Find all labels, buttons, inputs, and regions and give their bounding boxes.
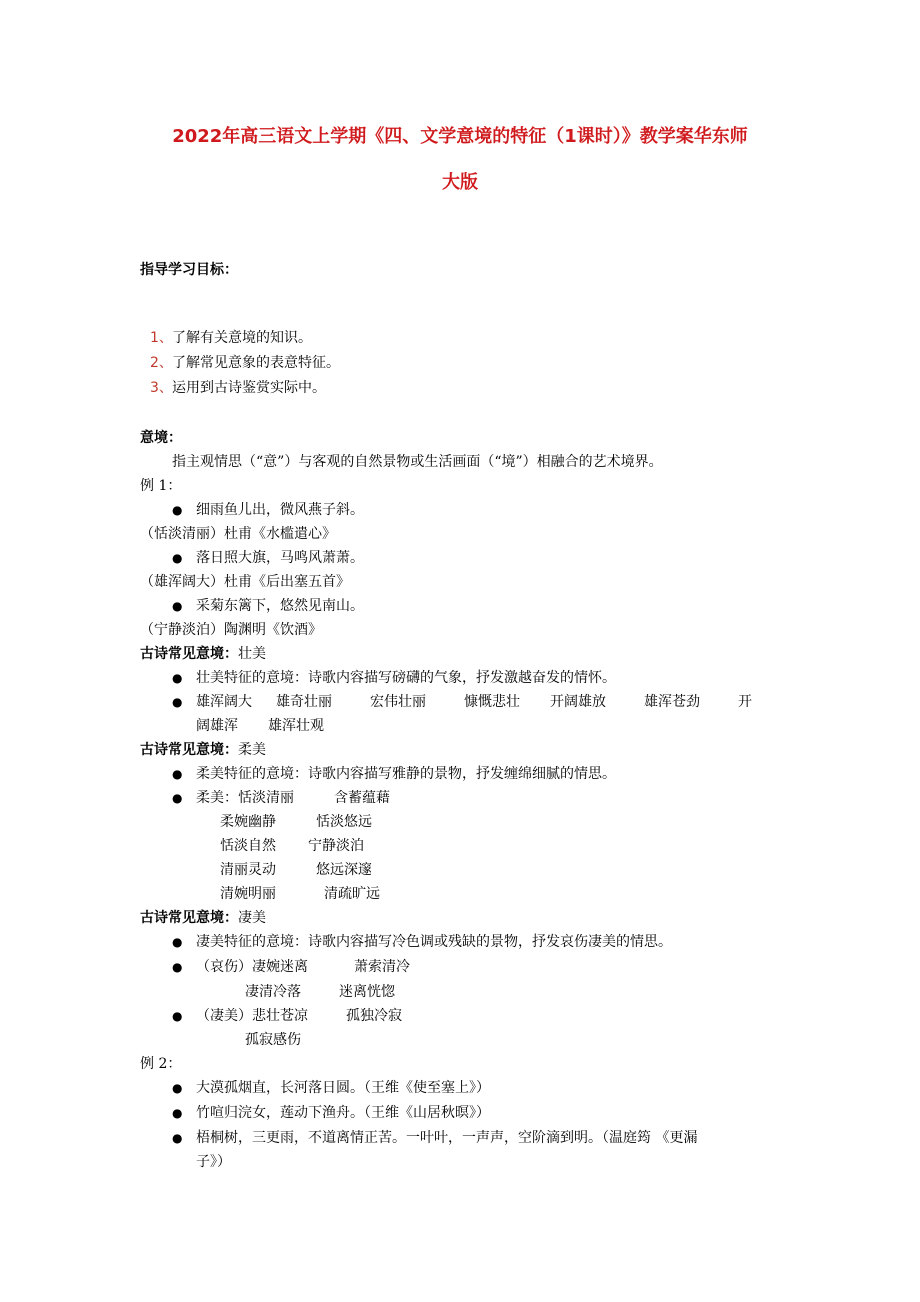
bullet-icon: ● [172, 599, 183, 613]
goal-number: 1、 [150, 330, 173, 346]
document-title [130, 114, 790, 206]
roumei-heading: 古诗常见意境：柔美 [140, 742, 266, 758]
example1-label: 例 1： [140, 478, 182, 494]
example1-poem: 落日照大旗，马鸣风萧萧。 [196, 550, 364, 566]
roumei-terms-row: 清丽灵动 悠远深邃 [220, 862, 372, 878]
title-line-2: 大版 [442, 172, 478, 193]
qimei-qimei-row: （凄美）悲壮苍凉 孤独冷寂 [196, 1008, 402, 1024]
roumei-description: 柔美特征的意境：诗歌内容描写雅静的景物，抒发缠绵细腻的情思。 [196, 766, 616, 782]
example1-poem: 采菊东篱下，悠然见南山。 [196, 598, 364, 614]
zhuangmei-terms-line1: 雄浑阔大 雄奇壮丽 宏伟壮丽 慷慨悲壮 开阔雄放 雄浑苍劲 开 [196, 694, 752, 710]
goal-text: 了解常见意象的表意特征。 [172, 355, 340, 371]
roumei-terms-row: 清婉明丽 清疏旷远 [220, 886, 380, 902]
bullet-icon: ● [172, 1081, 183, 1095]
goal-number: 3、 [150, 380, 173, 396]
roumei-terms-row: 柔美：恬淡清丽 含蓄蕴藉 [196, 790, 390, 806]
bullet-icon: ● [172, 1131, 183, 1145]
zhuangmei-terms-line2: 阔雄浑 雄浑壮观 [196, 718, 324, 734]
qimei-aishang-row: （哀伤）凄婉迷离 萧索清冷 [196, 959, 410, 975]
goal-item [150, 376, 340, 401]
bullet-icon: ● [172, 1009, 183, 1023]
example1-note: （宁静淡泊）陶渊明《饮酒》 [140, 622, 322, 638]
goal-text: 了解有关意境的知识。 [172, 330, 312, 346]
bullet-icon: ● [172, 791, 183, 805]
bullet-icon: ● [172, 671, 183, 685]
yijing-heading: 意境： [140, 430, 182, 446]
goal-number: 2、 [150, 355, 173, 371]
bullet-icon: ● [172, 1106, 183, 1120]
yijing-definition: 指主观情思（“意”）与客观的自然景物或生活画面（“境”）相融合的艺术境界。 [172, 454, 663, 470]
qimei-qimei-row: 孤寂感伤 [245, 1032, 301, 1048]
bullet-icon: ● [172, 503, 183, 517]
example1-poem: 细雨鱼儿出，微风燕子斜。 [196, 502, 364, 518]
title-line-1: 2022年高三语文上学期《四、文学意境的特征（1课时）》教学案华东师 [172, 126, 748, 147]
roumei-terms-row: 柔婉幽静 恬淡悠远 [220, 814, 372, 830]
qimei-description: 凄美特征的意境：诗歌内容描写冷色调或残缺的景物，抒发哀伤凄美的情思。 [196, 934, 672, 950]
example1-note: （恬淡清丽）杜甫《水槛遣心》 [140, 526, 336, 542]
zhuangmei-heading: 古诗常见意境：壮美 [140, 646, 266, 662]
zhuangmei-description: 壮美特征的意境：诗歌内容描写磅礴的气象，抒发激越奋发的情怀。 [196, 670, 616, 686]
goal-item [150, 351, 340, 376]
qimei-aishang-row: 凄清冷落 迷离恍惚 [245, 984, 395, 1000]
bullet-icon: ● [172, 767, 183, 781]
qimei-heading: 古诗常见意境：凄美 [140, 910, 266, 926]
bullet-icon: ● [172, 935, 183, 949]
goal-item [150, 326, 340, 351]
goal-text: 运用到古诗鉴赏实际中。 [172, 380, 326, 396]
bullet-icon: ● [172, 960, 183, 974]
roumei-terms-row: 恬淡自然 宁静淡泊 [220, 838, 364, 854]
example2-poem: 大漠孤烟直，长河落日圆。（王维《使至塞上》） [196, 1080, 490, 1096]
bullet-icon: ● [172, 551, 183, 565]
example2-label: 例 2： [140, 1056, 182, 1072]
bullet-icon: ● [172, 695, 183, 709]
example2-poem: 竹喧归浣女，莲动下渔舟。（王维《山居秋暝》） [196, 1105, 490, 1121]
example1-note: （雄浑阔大）杜甫《后出塞五首》 [140, 574, 350, 590]
goals-list [150, 326, 340, 401]
goals-heading: 指导学习目标： [140, 262, 238, 278]
example2-poem-continued: 子》） [196, 1154, 231, 1170]
example2-poem: 梧桐树，三更雨，不道离情正苦。一叶叶，一声声，空阶滴到明。（温庭筠 《更漏 [196, 1130, 698, 1146]
